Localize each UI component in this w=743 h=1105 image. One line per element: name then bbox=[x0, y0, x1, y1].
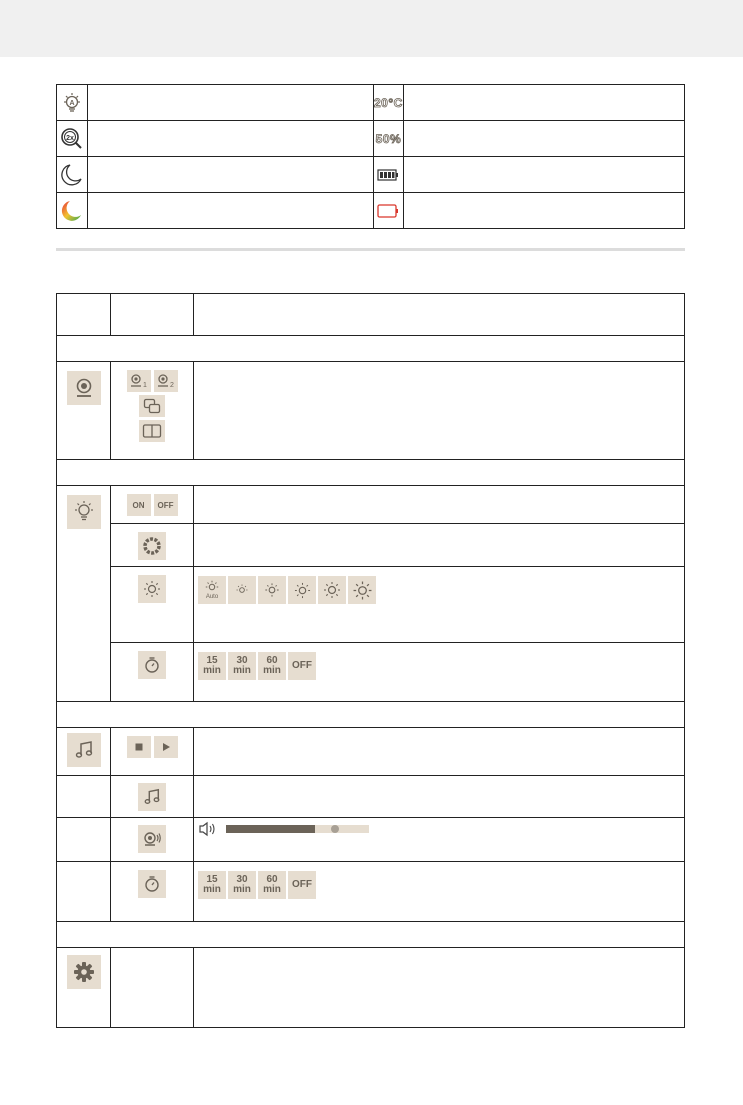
timer-unit: min bbox=[233, 884, 251, 895]
status-description-cell bbox=[403, 193, 684, 229]
timer-number: 30 bbox=[236, 655, 248, 666]
menu-option-cell bbox=[111, 362, 194, 460]
status-row bbox=[57, 121, 685, 157]
sun-icon bbox=[143, 580, 161, 598]
light-timer-options bbox=[194, 643, 684, 680]
menu-row-light-brightness bbox=[57, 567, 685, 643]
status-icon-cell bbox=[374, 85, 404, 121]
section-cell bbox=[57, 460, 685, 486]
timer-number: 60 bbox=[266, 874, 278, 885]
volume-slider[interactable] bbox=[226, 825, 369, 833]
sun-large-icon bbox=[353, 581, 372, 600]
header-cell bbox=[194, 294, 685, 336]
humidity-text-icon: 50% bbox=[375, 131, 402, 146]
status-icon-cell bbox=[374, 157, 404, 193]
status-description-cell bbox=[403, 157, 684, 193]
menu-option-cell bbox=[111, 948, 194, 1028]
light-color-button[interactable] bbox=[138, 532, 166, 560]
music-play-button[interactable] bbox=[154, 736, 178, 758]
menu-icon-cell bbox=[57, 728, 111, 776]
header-cell bbox=[111, 294, 194, 336]
sun-icon bbox=[323, 581, 341, 599]
music-note-icon bbox=[74, 740, 94, 760]
menu-description-cell bbox=[194, 818, 685, 862]
menu-row-music-timer bbox=[57, 862, 685, 922]
auto-light-bulb-icon bbox=[61, 92, 83, 114]
status-description-cell bbox=[403, 121, 684, 157]
brightness-level-1-button[interactable] bbox=[228, 576, 256, 604]
menu-row-camera bbox=[57, 362, 685, 460]
night-light-menu-tile[interactable] bbox=[67, 495, 101, 529]
brightness-level-options bbox=[194, 567, 684, 604]
music-note-icon bbox=[143, 788, 161, 806]
volume-slider-fill bbox=[226, 825, 315, 833]
menu-option-cell bbox=[111, 567, 194, 643]
menu-description-cell bbox=[194, 728, 685, 776]
status-icon-cell bbox=[374, 193, 404, 229]
status-row bbox=[57, 85, 685, 121]
menu-icon-cell bbox=[57, 948, 111, 1028]
music-menu-tile[interactable] bbox=[67, 733, 101, 767]
section-cell bbox=[57, 336, 685, 362]
svg-text:A: A bbox=[69, 99, 75, 107]
stopwatch-icon bbox=[143, 656, 161, 674]
camera-2-icon bbox=[156, 373, 176, 389]
timer-number: 15 bbox=[206, 655, 218, 666]
status-description-cell bbox=[403, 85, 684, 121]
menu-icon-cell bbox=[57, 818, 111, 862]
menu-row-light-color bbox=[57, 524, 685, 567]
menu-description-cell bbox=[194, 862, 685, 922]
split-screen-icon bbox=[142, 423, 162, 439]
light-on-button[interactable]: ON bbox=[127, 494, 151, 516]
menu-option-cell bbox=[111, 776, 194, 818]
status-icon-cell bbox=[57, 193, 88, 229]
menu-option-cell bbox=[111, 862, 194, 922]
music-timer-15-button[interactable] bbox=[198, 871, 226, 899]
music-stop-button[interactable] bbox=[127, 736, 151, 758]
light-bulb-icon bbox=[73, 500, 95, 524]
timer-unit: min bbox=[203, 884, 221, 895]
light-off-button[interactable]: OFF bbox=[154, 494, 178, 516]
menu-description-cell bbox=[194, 643, 685, 702]
stopwatch-icon bbox=[143, 875, 161, 893]
section-row-settings bbox=[57, 922, 685, 948]
overlapping-windows-icon bbox=[143, 398, 161, 414]
svg-text:2x: 2x bbox=[66, 134, 74, 142]
camera-1-button[interactable] bbox=[127, 370, 151, 392]
table-header-row bbox=[57, 294, 685, 336]
light-timer-off-button[interactable] bbox=[288, 652, 316, 680]
status-icon-cell bbox=[57, 157, 88, 193]
status-description-cell bbox=[88, 121, 374, 157]
page-header-band bbox=[0, 0, 743, 57]
brightness-level-3-button[interactable] bbox=[288, 576, 316, 604]
menu-table bbox=[56, 293, 685, 1028]
status-description-cell bbox=[88, 157, 374, 193]
music-timer-options bbox=[194, 862, 684, 899]
temperature-text-icon: 20°C bbox=[374, 95, 403, 110]
colorful-moon-icon bbox=[60, 199, 84, 223]
crescent-moon-icon bbox=[60, 163, 84, 187]
camera-2-button[interactable] bbox=[154, 370, 178, 392]
timer-unit: min bbox=[263, 884, 281, 895]
sun-icon bbox=[205, 580, 219, 594]
timer-unit: min bbox=[203, 665, 221, 676]
menu-description-cell bbox=[194, 776, 685, 818]
menu-description-cell bbox=[194, 362, 685, 460]
timer-number: 15 bbox=[206, 874, 218, 885]
menu-option-cell bbox=[111, 486, 194, 524]
brightness-level-4-button[interactable] bbox=[318, 576, 346, 604]
svg-text:1: 1 bbox=[142, 382, 147, 389]
brightness-auto-button[interactable] bbox=[198, 576, 226, 604]
status-icon-cell bbox=[57, 85, 88, 121]
camera-1-icon bbox=[129, 373, 149, 389]
split-screen-button[interactable] bbox=[139, 420, 165, 442]
battery-empty-red-icon bbox=[377, 204, 399, 218]
music-track-button[interactable] bbox=[138, 783, 166, 811]
light-timer-60-button[interactable] bbox=[258, 652, 286, 680]
sun-icon bbox=[294, 582, 311, 599]
menu-row-music-play bbox=[57, 728, 685, 776]
volume-slider-thumb[interactable] bbox=[331, 825, 339, 833]
menu-description-cell bbox=[194, 567, 685, 643]
speaker-volume-button[interactable] bbox=[138, 825, 166, 853]
play-icon bbox=[161, 742, 171, 752]
menu-option-cell bbox=[111, 818, 194, 862]
music-timer-30-button[interactable] bbox=[228, 871, 256, 899]
menu-description-cell bbox=[194, 486, 685, 524]
section-cell bbox=[57, 702, 685, 728]
menu-option-cell bbox=[111, 728, 194, 776]
sun-icon bbox=[264, 582, 280, 598]
section-row-camera bbox=[57, 336, 685, 362]
status-icon-cell bbox=[57, 121, 88, 157]
sun-small-icon bbox=[235, 583, 249, 597]
camera-menu-tile[interactable] bbox=[67, 371, 101, 405]
svg-text:2: 2 bbox=[169, 382, 174, 389]
camera-speaker-icon bbox=[142, 830, 162, 848]
status-icon-table bbox=[56, 84, 685, 229]
menu-description-cell bbox=[194, 948, 685, 1028]
settings-menu-tile[interactable] bbox=[67, 955, 101, 989]
camera-icon bbox=[74, 377, 94, 399]
light-timer-30-button[interactable] bbox=[228, 652, 256, 680]
section-row-light bbox=[57, 460, 685, 486]
section-cell bbox=[57, 922, 685, 948]
camera-scan-button[interactable] bbox=[139, 395, 165, 417]
section-row-music bbox=[57, 702, 685, 728]
color-wheel-icon bbox=[143, 537, 161, 555]
status-icon-cell bbox=[374, 121, 404, 157]
timer-unit: min bbox=[233, 665, 251, 676]
section-divider bbox=[56, 248, 685, 251]
status-description-cell bbox=[88, 193, 374, 229]
menu-row-music-volume bbox=[57, 818, 685, 862]
header-cell bbox=[57, 294, 111, 336]
menu-icon-cell bbox=[57, 776, 111, 818]
auto-label: Auto bbox=[205, 594, 219, 600]
menu-row-music-track bbox=[57, 776, 685, 818]
menu-row-light-onoff bbox=[57, 486, 685, 524]
timer-unit: min bbox=[263, 665, 281, 676]
timer-number: OFF bbox=[292, 879, 312, 890]
status-row bbox=[57, 193, 685, 229]
status-description-cell bbox=[88, 85, 374, 121]
brightness-level-5-button[interactable] bbox=[348, 576, 376, 604]
music-timer-button[interactable] bbox=[138, 870, 166, 898]
menu-row-settings bbox=[57, 948, 685, 1028]
light-brightness-button[interactable] bbox=[138, 575, 166, 603]
menu-option-cell bbox=[111, 524, 194, 567]
menu-row-light-timer bbox=[57, 643, 685, 702]
menu-description-cell bbox=[194, 524, 685, 567]
menu-option-cell bbox=[111, 643, 194, 702]
battery-full-icon bbox=[377, 169, 399, 181]
menu-icon-cell bbox=[57, 486, 111, 702]
menu-icon-cell bbox=[57, 362, 111, 460]
music-timer-off-button[interactable] bbox=[288, 871, 316, 899]
brightness-level-2-button[interactable] bbox=[258, 576, 286, 604]
speaker-volume-icon bbox=[198, 821, 218, 837]
timer-number: 30 bbox=[236, 874, 248, 885]
menu-icon-cell bbox=[57, 862, 111, 922]
light-timer-15-button[interactable] bbox=[198, 652, 226, 680]
timer-number: OFF bbox=[292, 660, 312, 671]
stop-icon bbox=[134, 742, 144, 752]
timer-number: 60 bbox=[266, 655, 278, 666]
light-timer-button[interactable] bbox=[138, 651, 166, 679]
music-timer-60-button[interactable] bbox=[258, 871, 286, 899]
gear-icon bbox=[73, 961, 95, 983]
status-row bbox=[57, 157, 685, 193]
zoom-2x-icon bbox=[60, 127, 84, 151]
